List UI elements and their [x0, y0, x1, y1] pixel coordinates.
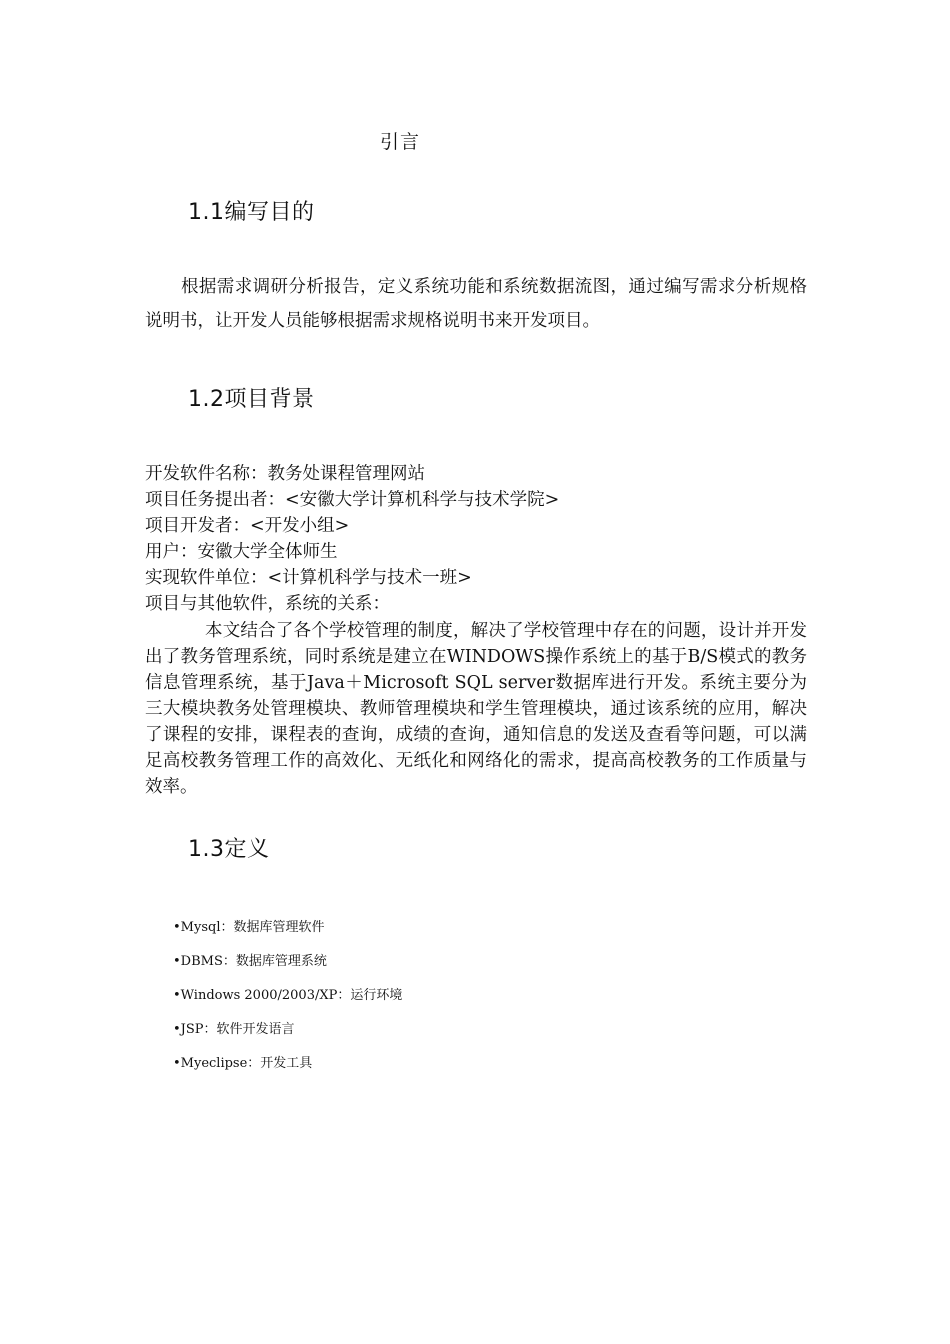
info-line-software-name: 开发软件名称：教务处课程管理网站 [145, 464, 425, 484]
info-line-developer: 项目开发者：<开发小组> [145, 516, 350, 536]
section-heading-purpose: 1.1编写目的 [188, 200, 315, 225]
definition-item-windows: •Windows 2000/2003/XP：运行环境 [173, 988, 403, 1003]
info-line-unit: 实现软件单位：<计算机科学与技术一班> [145, 568, 472, 588]
definitions-list [173, 916, 402, 1086]
definition-item-jsp: •JSP：软件开发语言 [173, 1022, 295, 1037]
definition-item-mysql: •Mysql：数据库管理软件 [173, 920, 325, 935]
project-info-list [145, 461, 559, 617]
page-title: 引言 [380, 131, 421, 153]
info-line-users: 用户：安徽大学全体师生 [145, 542, 338, 562]
purpose-paragraph: 根据需求调研分析报告，定义系统功能和系统数据流图，通过编写需求分析规格说明书，让开发人员能够根据需求规格说明书来开发项目。 [145, 277, 807, 331]
definition-item-myeclipse: •Myeclipse：开发工具 [173, 1056, 313, 1071]
info-line-proposer: 项目任务提出者：<安徽大学计算机科学与技术学院> [145, 490, 560, 510]
info-line-relation: 项目与其他软件，系统的关系： [145, 594, 390, 614]
section-heading-definitions: 1.3定义 [188, 837, 270, 862]
background-paragraph: 本文结合了各个学校管理的制度，解决了学校管理中存在的问题，设计并开发出了教务管理系统，同时系统是建立在WINDOWS操作系统上的基于B/S模式的教务信息管理系统，基于Java＋Microsoft SQL server数据库进行开发。系统主要分为三大模块教务处管理模块、教师管理模块和学生管理模块，通过该系统的应用，解决了课程的安排，课程表的查询，成绩的查询，通知信息的发送及查看等问题，可以满足高校教务管理工作的高效化、无纸化和网络化的需求，提高高校教务的工作质量与效率。 [145, 621, 807, 797]
section-heading-background: 1.2项目背景 [188, 387, 315, 412]
definition-item-dbms: •DBMS：数据库管理系统 [173, 954, 327, 969]
